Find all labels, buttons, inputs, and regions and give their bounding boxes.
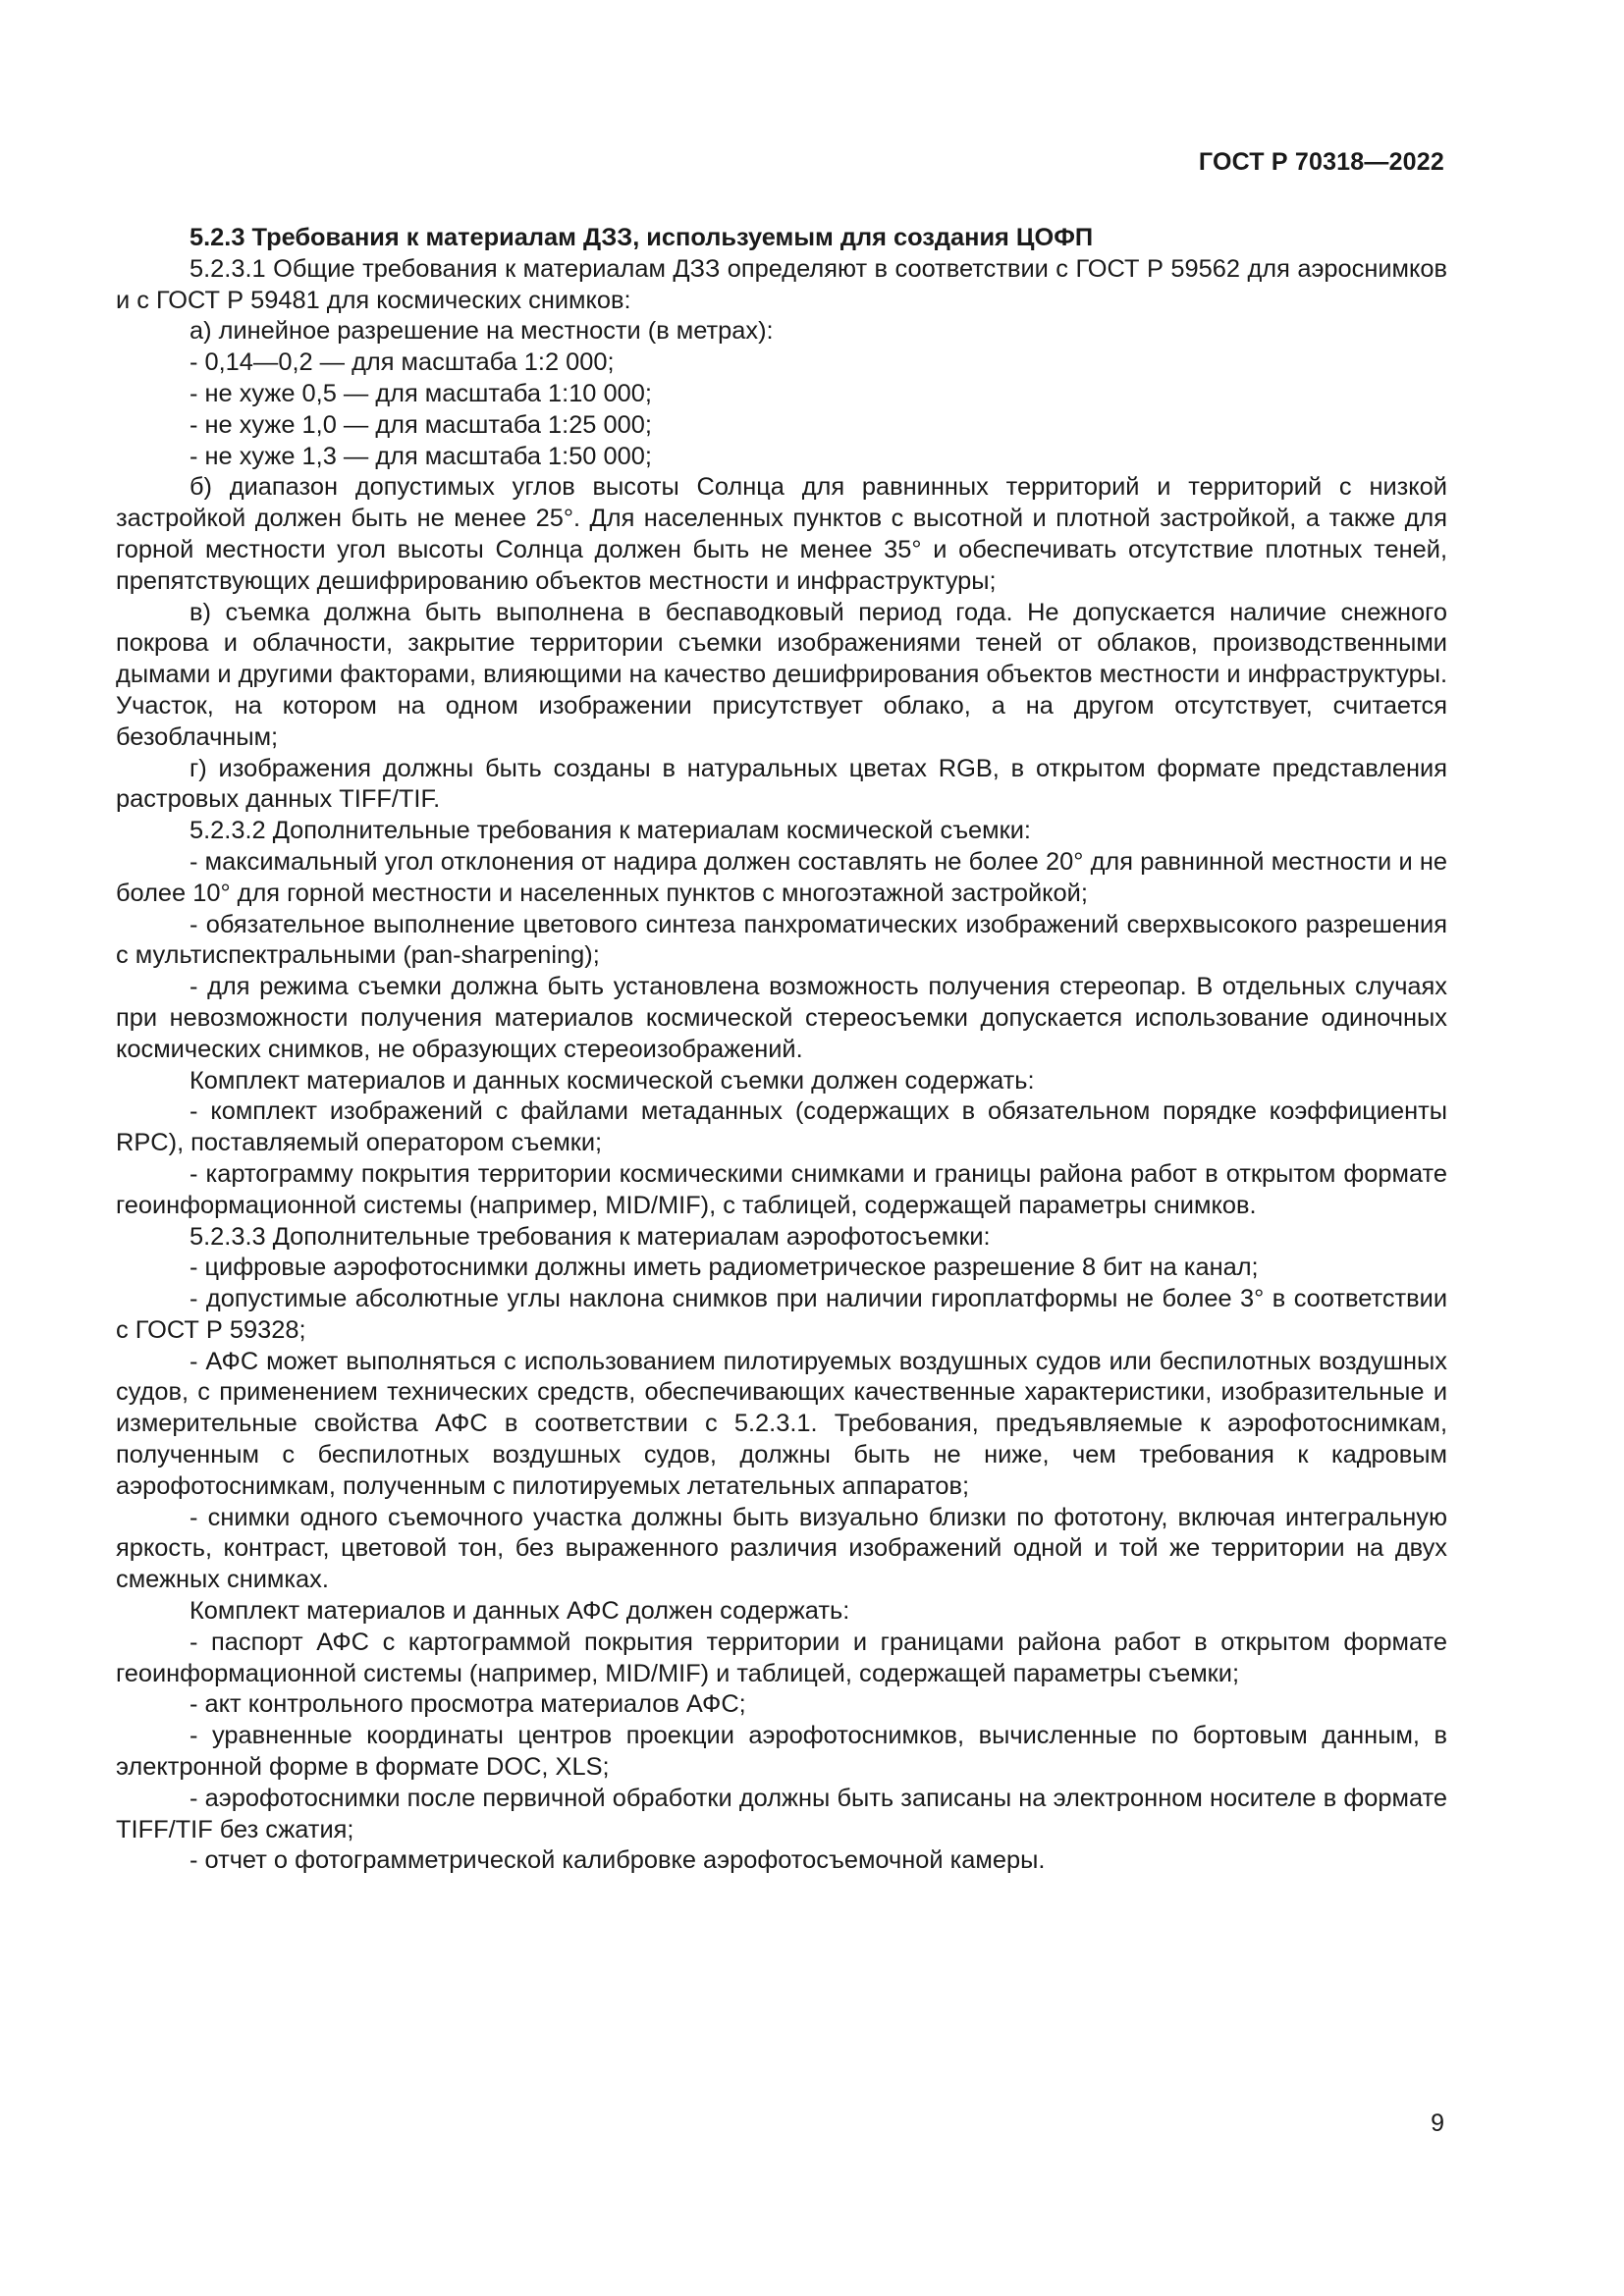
page-number: 9 xyxy=(1431,2109,1444,2137)
list-item: - цифровые аэрофотоснимки должны иметь радиометрическое разрешение 8 бит на канал; xyxy=(189,1254,1259,1282)
paragraph: 5.2.3.3 Дополнительные требования к материалам аэрофотосъемки: xyxy=(189,1222,991,1251)
list-item: в) съемка должна быть выполнена в беспаводковый период года. Не допускается наличие снежного покрова и облачности, закрытие территории съемки изображениями теней от облаков, производственными дымами и другими факторами, влияющими на качество дешифрирования объектов местности и инфраструктуры. Участок, на котором на одном изображении присутствует облако, а на другом отсутствует, считается безоблачным; xyxy=(116,598,1447,751)
list-item: г) изображения должны быть созданы в натуральных цветах RGB, в открытом формате представления растровых данных TIFF/TIF. xyxy=(116,754,1447,814)
list-item: - не хуже 1,0 — для масштаба 1:25 000; xyxy=(189,410,652,439)
paragraph: 5.2.3.2 Дополнительные требования к материалам космической съемки: xyxy=(189,817,1031,845)
list-item: - комплект изображений с файлами метаданных (содержащих в обязательном порядке коэффициенты RPC), поставляемый оператором съемки; xyxy=(116,1097,1447,1157)
document-body xyxy=(116,223,1447,1877)
list-item: - допустимые абсолютные углы наклона снимков при наличии гироплатформы не более 3° в соответствии с ГОСТ Р 59328; xyxy=(116,1285,1447,1344)
list-item: - картограмму покрытия территории космическими снимками и границы района работ в открытом формате геоинформационной системы (например, MID/MIF), с таблицей, содержащей параметры снимков. xyxy=(116,1159,1447,1219)
list-item: - максимальный угол отклонения от надира должен составлять не более 20° для равнинной местности и не более 10° для горной местности и населенных пунктов с многоэтажной застройкой; xyxy=(116,847,1447,907)
paragraph: Комплект материалов и данных АФС должен содержать: xyxy=(189,1597,850,1626)
list-item: - аэрофотоснимки после первичной обработки должны быть записаны на электронном носителе в формате TIFF/TIF без сжатия; xyxy=(116,1784,1447,1843)
list-item: - акт контрольного просмотра материалов АФС; xyxy=(189,1690,746,1719)
standard-id-header: ГОСТ Р 70318—2022 xyxy=(1198,148,1444,176)
list-item: - не хуже 1,3 — для масштаба 1:50 000; xyxy=(189,442,652,470)
list-item: - снимки одного съемочного участка должны быть визуально близки по фототону, включая интегральную яркость, контраст, цветовой тон, без выраженного различия изображений одной и той же территории на двух смежных снимках. xyxy=(116,1503,1447,1594)
list-item: - паспорт АФС с картограммой покрытия территории и границами района работ в открытом формате геоинформационной системы (например, MID/MIF) и таблицей, содержащей параметры съемки; xyxy=(116,1628,1447,1687)
list-item: - 0,14—0,2 — для масштаба 1:2 000; xyxy=(189,348,615,377)
list-item: б) диапазон допустимых углов высоты Солнца для равнинных территорий и территорий с низкой застройкой должен быть не менее 25°. Для населенных пунктов с высотной и плотной застройкой, а также для горной местности угол высоты Солнца должен быть не менее 35° и обеспечивать отсутствие плотных теней, препятствующих дешифрированию объектов местности и инфраструктуры; xyxy=(116,473,1447,595)
list-item: - для режима съемки должна быть установлена возможность получения стереопар. В отдельных случаях при невозможности получения материалов космической стереосъемки допускается использование одиночных космических снимков, не образующих стереоизображений. xyxy=(116,973,1447,1063)
list-item: - не хуже 0,5 — для масштаба 1:10 000; xyxy=(189,379,652,407)
paragraph: 5.2.3.1 Общие требования к материалам ДЗЗ определяют в соответствии с ГОСТ Р 59562 для аэроснимков и с ГОСТ Р 59481 для космических снимков: xyxy=(116,254,1447,314)
section-heading: 5.2.3 Требования к материалам ДЗЗ, используемым для создания ЦОФП xyxy=(189,224,1094,251)
list-item: - отчет о фотограмметрической калибровке аэрофотосъемочной камеры. xyxy=(189,1846,1046,1875)
list-item: - уравненные координаты центров проекции аэрофотоснимков, вычисленные по бортовым данным, в электронной форме в формате DOC, XLS; xyxy=(116,1722,1447,1782)
paragraph: Комплект материалов и данных космической съемки должен содержать: xyxy=(189,1066,1035,1095)
list-item: - АФС может выполняться с использованием пилотируемых воздушных судов или беспилотных воздушных судов, с применением технических средств, обеспечивающих качественные характеристики, изобразительные и измерительные свойства АФС в соответствии с 5.2.3.1. Требования, предъявляемые к аэрофотоснимкам, полученным с беспилотных воздушных судов, должны быть не ниже, чем требования к кадровым аэрофотоснимкам, полученным с пилотируемых летательных аппаратов; xyxy=(116,1347,1447,1500)
list-item: а) линейное разрешение на местности (в метрах): xyxy=(189,317,774,346)
list-item: - обязательное выполнение цветового синтеза панхроматических изображений сверхвысокого разрешения с мультиспектральными (pan-sharpening); xyxy=(116,910,1447,970)
